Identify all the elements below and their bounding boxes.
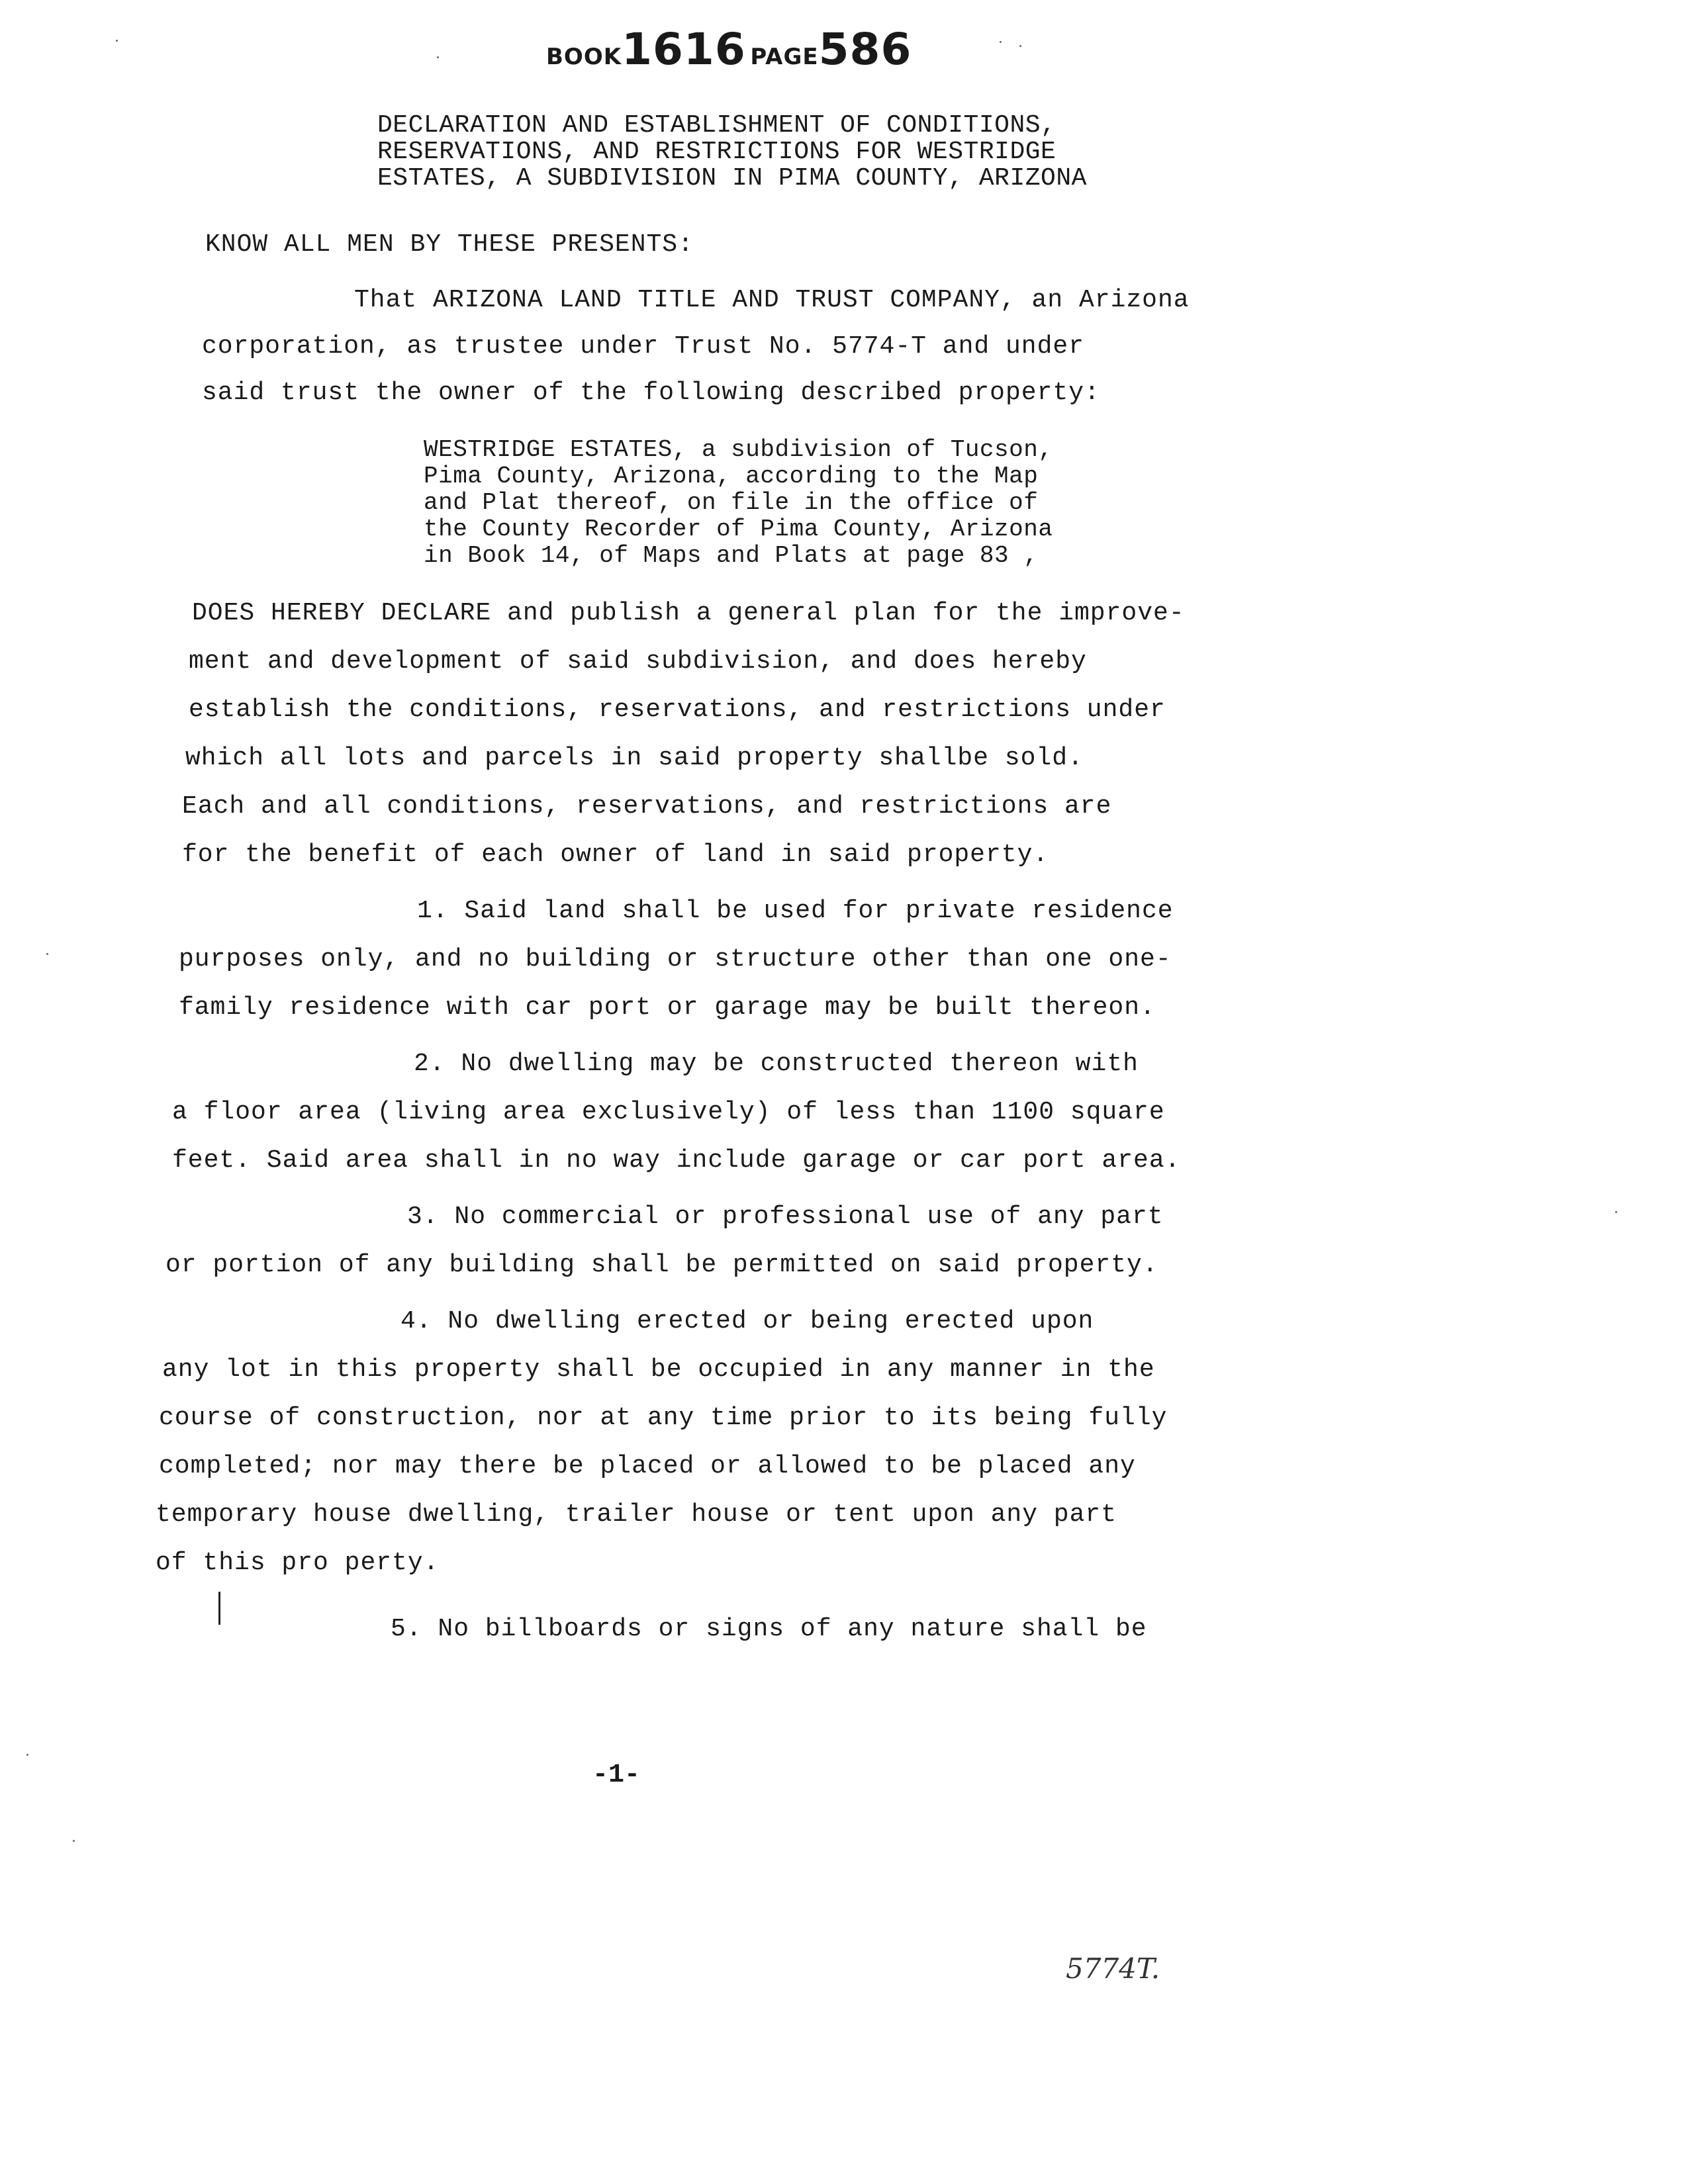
declaration-line: Each and all conditions, reservations, and restrictions are	[182, 792, 1112, 821]
restriction-line: family residence with car port or garage may be built thereon.	[179, 993, 1156, 1022]
intro-line: That ARIZONA LAND TITLE AND TRUST COMPANY, an Arizona	[354, 286, 1190, 314]
restriction-line: 3. No commercial or professional use of any part	[407, 1203, 1164, 1231]
restriction-line: 2. No dwelling may be constructed thereon with	[414, 1050, 1139, 1078]
restriction-line: temporary house dwelling, trailer house or tent upon any part	[156, 1500, 1117, 1529]
declaration-line: for the benefit of each owner of land in said property.	[182, 841, 1049, 869]
declaration-line: DOES HEREBY DECLARE and publish a general plan for the improve-	[192, 599, 1185, 627]
page-footer-number: -1-	[592, 1760, 641, 1790]
restriction-line: 4. No dwelling erected or being erected upon	[400, 1307, 1094, 1336]
title-line: RESERVATIONS, AND RESTRICTIONS FOR WESTRIDGE	[377, 138, 1056, 166]
handwritten-margin-note: 5774T.	[1066, 1952, 1160, 1985]
declaration-line: which all lots and parcels in said property shallbe sold.	[185, 744, 1084, 772]
legal-description-line: WESTRIDGE ESTATES, a subdivision of Tucson,	[424, 436, 1053, 463]
restriction-line: course of construction, nor at any time prior to its being fully	[159, 1404, 1168, 1432]
title-line: DECLARATION AND ESTABLISHMENT OF CONDITIONS,	[377, 111, 1056, 140]
title-line: ESTATES, A SUBDIVISION IN PIMA COUNTY, ARIZONA	[377, 164, 1087, 193]
restriction-line: 5. No billboards or signs of any nature shall be	[391, 1615, 1147, 1643]
book-label: BOOK	[546, 44, 622, 70]
restriction-line: of this pro perty.	[156, 1549, 440, 1577]
page-label: PAGE	[750, 44, 819, 70]
legal-description-line: and Plat thereof, on file in the office of	[424, 489, 1039, 516]
intro-line: said trust the owner of the following described property:	[202, 379, 1100, 407]
declaration-line: ment and development of said subdivision, and does hereby	[189, 647, 1087, 676]
page-number: 586	[818, 24, 912, 75]
book-page-stamp	[546, 24, 912, 75]
restriction-line: purposes only, and no building or structure other than one one-	[179, 945, 1172, 974]
legal-description-line: Pima County, Arizona, according to the Map	[424, 463, 1039, 490]
restriction-line: completed; nor may there be placed or allowed to be placed any	[159, 1452, 1136, 1480]
book-number: 1616	[622, 24, 746, 75]
restriction-line: 1. Said land shall be used for private residence	[417, 897, 1174, 925]
restriction-line: or portion of any building shall be permitted on said property.	[165, 1251, 1158, 1279]
salutation: KNOW ALL MEN BY THESE PRESENTS:	[205, 230, 694, 259]
legal-description-line: in Book 14, of Maps and Plats at page 83 ,	[424, 542, 1039, 569]
restriction-line: any lot in this property shall be occupied in any manner in the	[162, 1355, 1155, 1384]
legal-description-line: the County Recorder of Pima County, Arizona	[424, 516, 1053, 543]
restriction-line: feet. Said area shall in no way include garage or car port area.	[172, 1146, 1181, 1175]
restriction-line: a floor area (living area exclusively) of less than 1100 square	[172, 1098, 1165, 1126]
declaration-line: establish the conditions, reservations, and restrictions under	[189, 696, 1166, 724]
intro-line: corporation, as trustee under Trust No. 5774-T and under	[202, 332, 1085, 361]
